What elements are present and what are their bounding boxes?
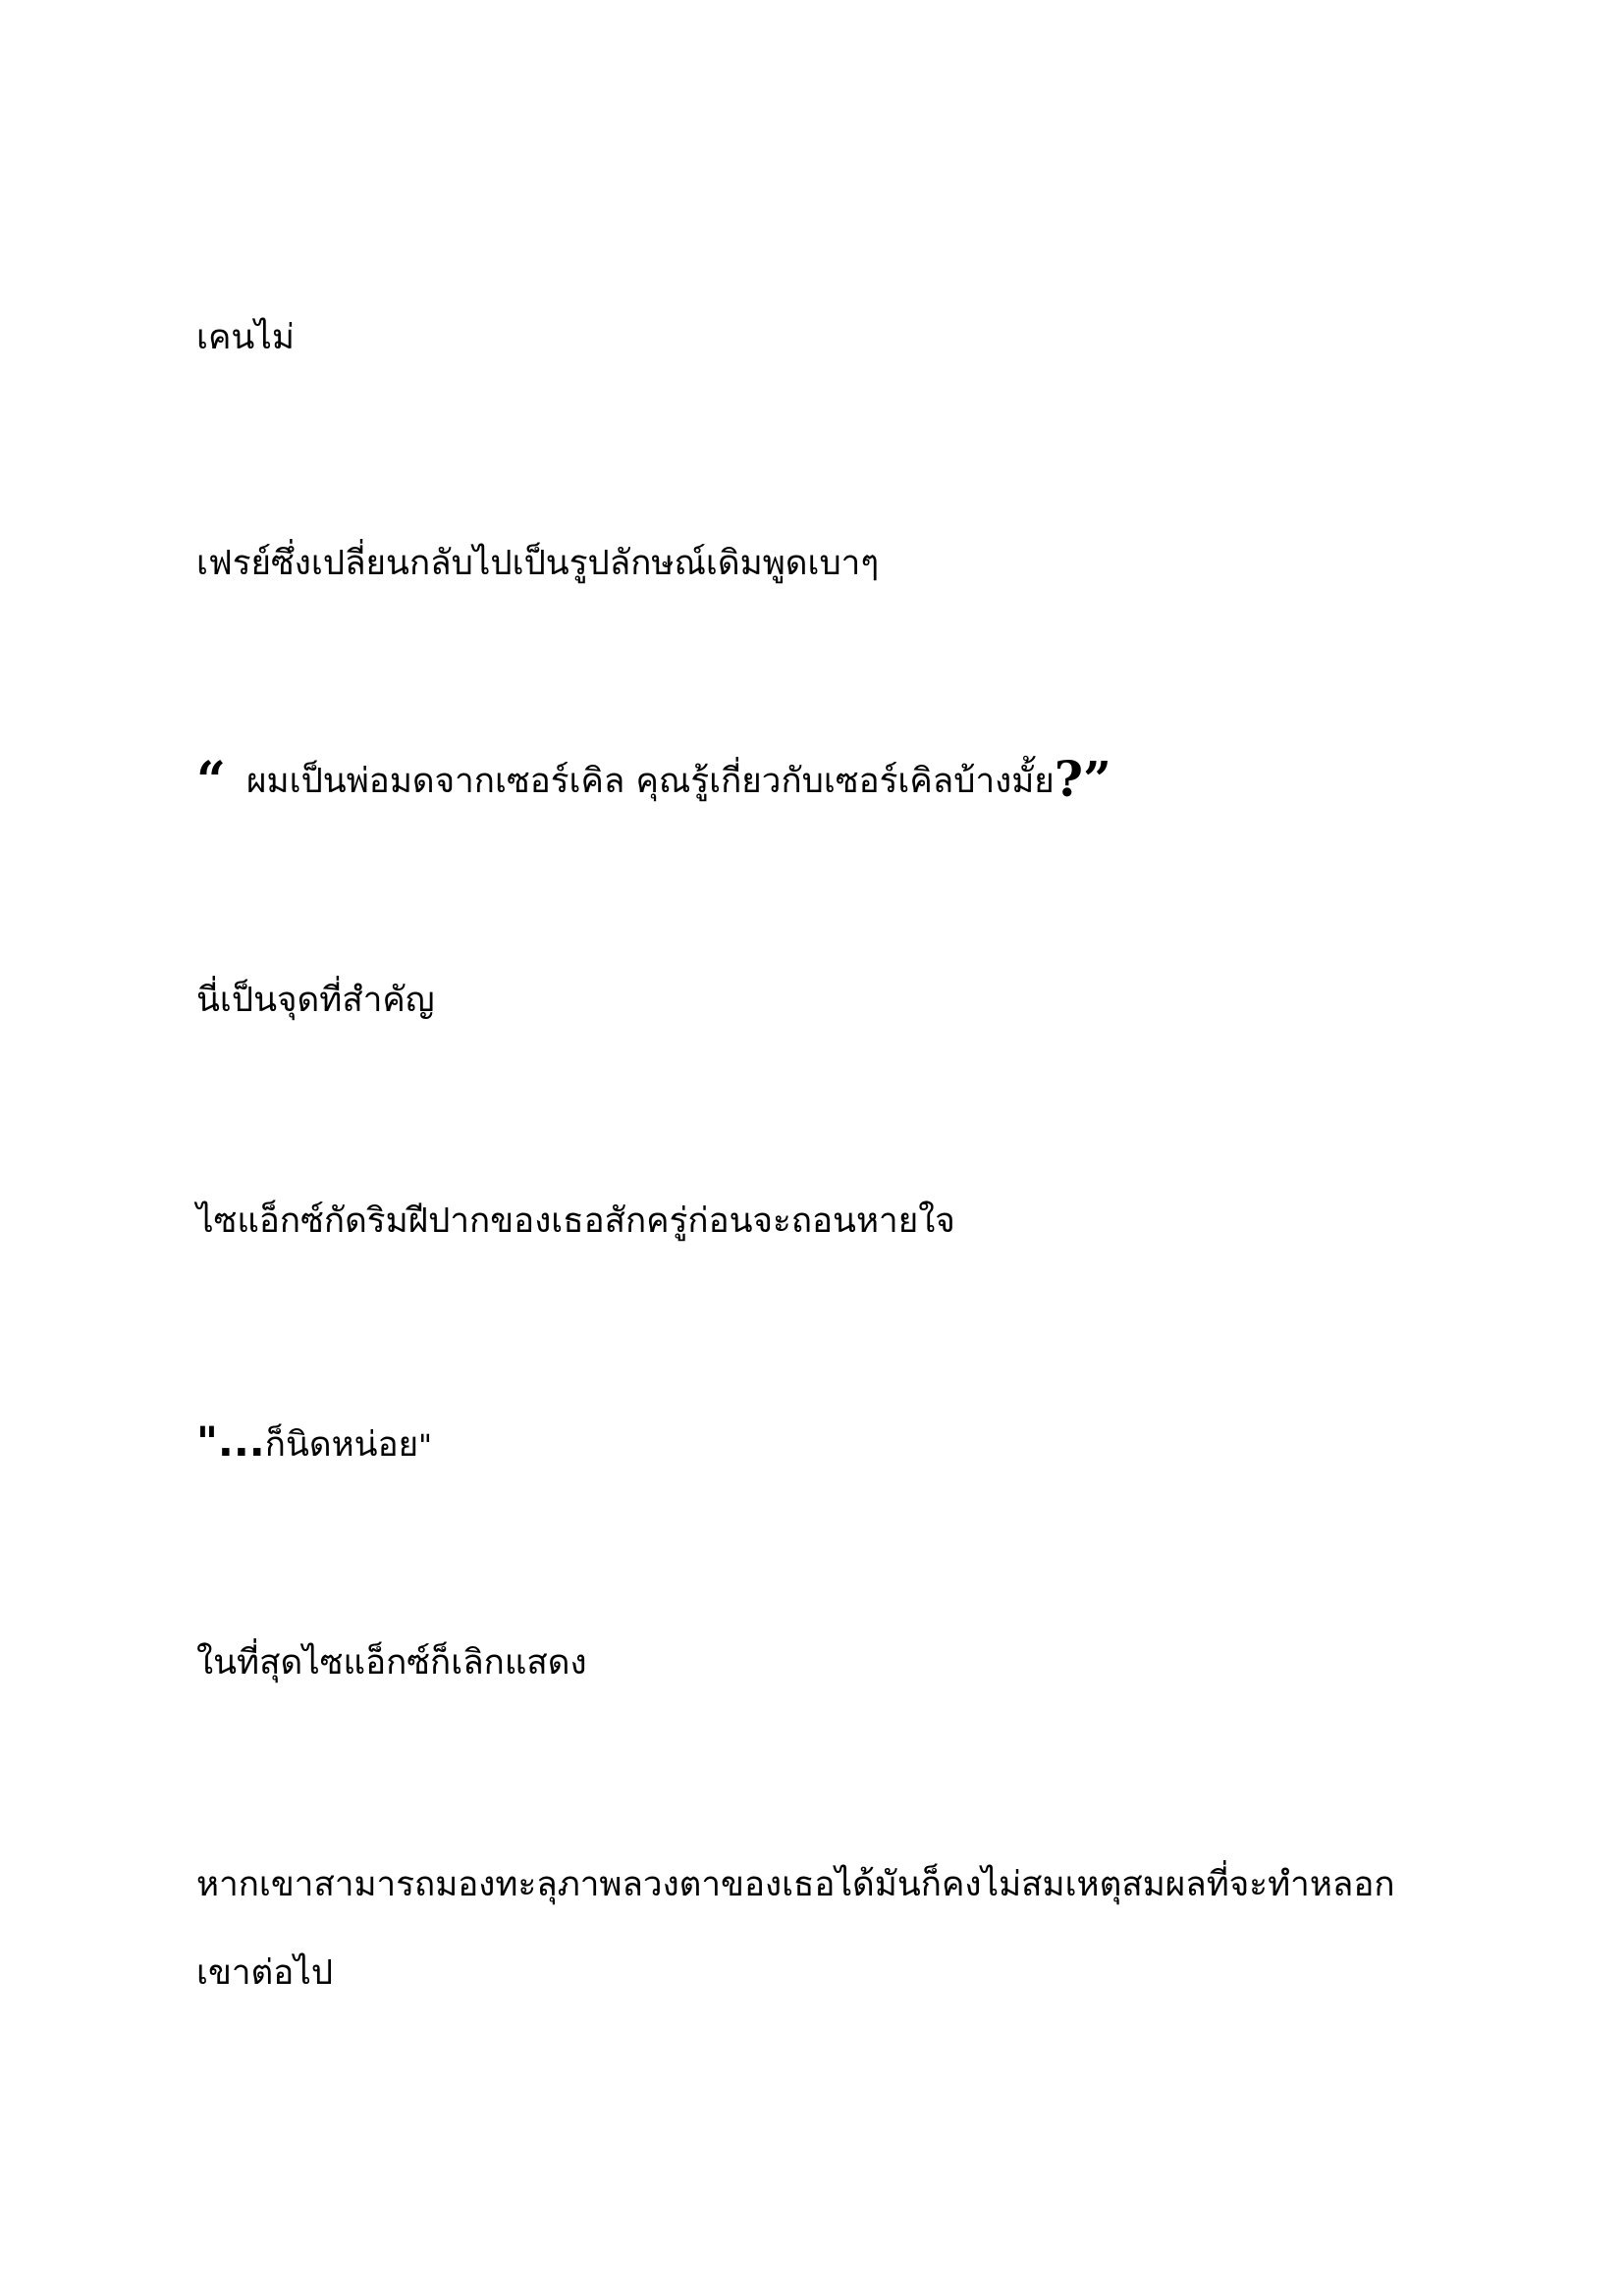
paragraph-3-text: ผมเป็นพ่อมดจากเซอร์เคิล คุณรู้เกี่ยวกับเซอร์เคิลบ้างมั้ย (235, 762, 1055, 801)
paragraph-2-text: เฟรย์ซึ่งเปลี่ยนกลับไปเป็นรูปลักษณ์เดิมพูดเบาๆ (196, 544, 880, 583)
paragraph-1 (196, 299, 1434, 376)
closing-quote-mark: ?” (1054, 750, 1111, 808)
closing-quote-mark: " (418, 1429, 432, 1464)
paragraph-6-text: ก็นิดหน่อย (264, 1425, 419, 1465)
paragraph-5-text: ไซแอ็กซ์กัดริมฝีปากของเธอสักครู่ก่อนจะถอนหายใจ (196, 1201, 955, 1241)
paragraph-4-text: นี่เป็นจุดที่สำคัญ (196, 981, 435, 1020)
paragraph-3-dialogue (196, 741, 1434, 820)
opening-quote-mark: “ (196, 751, 226, 811)
opening-quote-ellipsis: "... (196, 1417, 265, 1466)
paragraph-4 (196, 962, 1434, 1039)
paragraph-8 (196, 1841, 1424, 2017)
paragraph-6-dialogue (196, 1404, 1434, 1485)
paragraph-2 (196, 525, 1434, 602)
paragraph-5 (196, 1183, 1434, 1259)
paragraph-7 (196, 1625, 1434, 1701)
paragraph-1-text: เคนไม่ (196, 318, 295, 357)
paragraph-7-text: ในที่สุดไซแอ็กซ์ก็เลิกแสดง (196, 1643, 587, 1682)
paragraph-8-text: หากเขาสามารถมองทะลุภาพลวงตาของเธอได้มันก็คงไม่สมเหตุสมผลที่จะทำหลอกเขาต่อไป (196, 1865, 1395, 1993)
